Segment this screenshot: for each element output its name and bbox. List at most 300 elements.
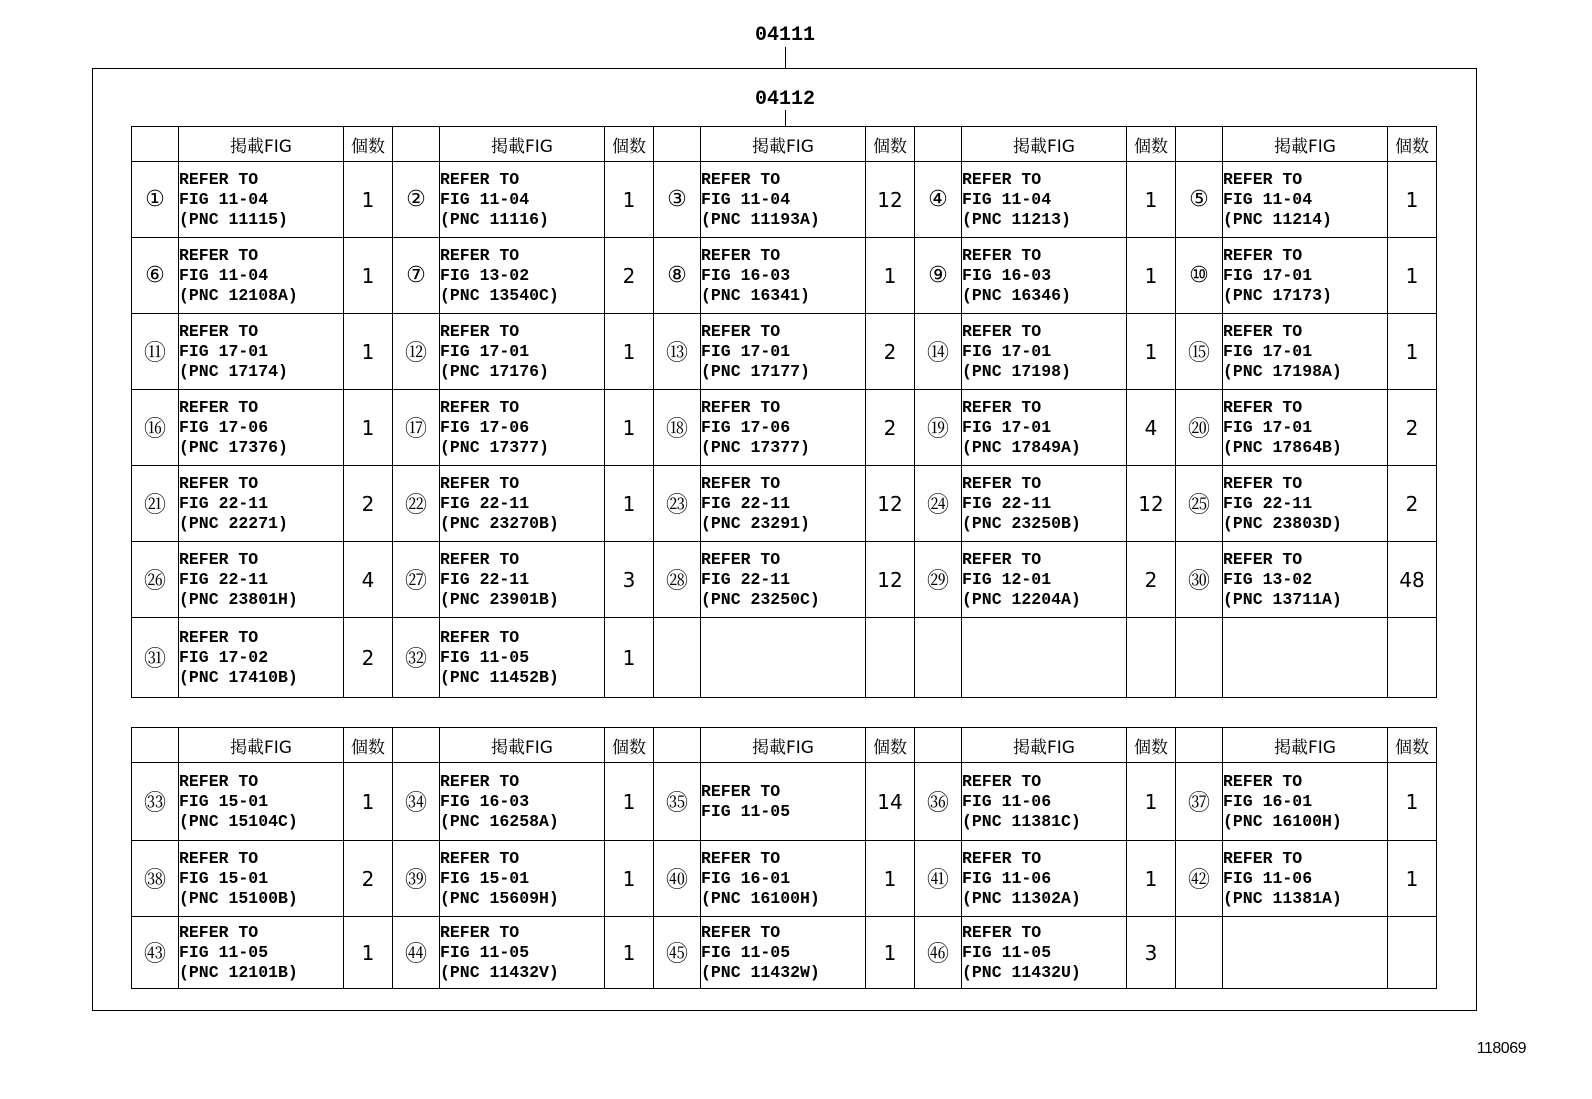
reference-line: FIG 17-01 (962, 417, 1052, 437)
header-qty-label: 個数 (1388, 728, 1437, 763)
callout-number: ① (132, 162, 179, 238)
header-number-cell (1176, 728, 1223, 763)
callout-number: ㊲ (1176, 763, 1223, 841)
quantity-cell: 1 (605, 841, 654, 917)
quantity-cell: 48 (1388, 542, 1437, 618)
quantity-cell: 1 (1388, 162, 1437, 238)
callout-number: ㉑ (132, 466, 179, 542)
reference-line: (PNC 17377) (440, 437, 549, 457)
reference-line: FIG 17-01 (1223, 265, 1313, 285)
reference-line: (PNC 23803D) (1223, 513, 1342, 533)
reference-cell (962, 390, 1127, 466)
quantity-cell: 1 (344, 763, 393, 841)
quantity-cell: 3 (605, 542, 654, 618)
reference-line: FIG 11-06 (1223, 868, 1313, 888)
reference-line: REFER TO (179, 771, 259, 791)
reference-cell (701, 314, 866, 390)
reference-line: FIG 17-06 (440, 417, 530, 437)
reference-line: FIG 12-01 (962, 569, 1052, 589)
quantity-cell: 1 (1388, 763, 1437, 841)
reference-line: (PNC 11214) (1223, 209, 1332, 229)
quantity-cell: 1 (344, 917, 393, 989)
header-fig-label: 掲載FIG (962, 728, 1127, 763)
callout-number: ㉛ (132, 618, 179, 698)
header-fig-label: 掲載FIG (179, 728, 344, 763)
reference-line: (PNC 17173) (1223, 285, 1332, 305)
reference-line: (PNC 12204A) (962, 589, 1081, 609)
reference-line: (PNC 17849A) (962, 437, 1081, 457)
reference-line: FIG 22-11 (1223, 493, 1313, 513)
callout-number: ㉕ (1176, 466, 1223, 542)
reference-line: (PNC 15609H) (440, 888, 559, 908)
reference-line: FIG 11-04 (440, 189, 530, 209)
reference-line: FIG 11-05 (701, 942, 791, 962)
table-header-row (132, 127, 1437, 162)
reference-line: FIG 17-01 (179, 341, 269, 361)
reference-cell (440, 763, 605, 841)
reference-line: (PNC 11381A) (1223, 888, 1342, 908)
reference-line: (PNC 11302A) (962, 888, 1081, 908)
quantity-cell: 1 (605, 466, 654, 542)
reference-cell (1223, 238, 1388, 314)
quantity-cell: 2 (605, 238, 654, 314)
table-row (132, 763, 1437, 841)
callout-number: ㊸ (132, 917, 179, 989)
reference-line: FIG 16-01 (701, 868, 791, 888)
header-qty-label: 個数 (866, 728, 915, 763)
header-qty-label: 個数 (1127, 127, 1176, 162)
callout-number: ③ (654, 162, 701, 238)
reference-line: REFER TO (701, 397, 781, 417)
header-qty-label: 個数 (866, 127, 915, 162)
quantity-cell (866, 618, 915, 698)
reference-cell (1223, 917, 1388, 989)
callout-number: ㊳ (132, 841, 179, 917)
quantity-cell (1388, 618, 1437, 698)
quantity-cell: 1 (605, 618, 654, 698)
reference-cell (1223, 314, 1388, 390)
callout-number: ⑯ (132, 390, 179, 466)
callout-number (1176, 618, 1223, 698)
reference-line: REFER TO (962, 321, 1042, 341)
reference-line: REFER TO (440, 627, 520, 647)
quantity-cell (1388, 917, 1437, 989)
callout-number: ⑲ (915, 390, 962, 466)
quantity-cell: 4 (344, 542, 393, 618)
reference-line: (PNC 23801H) (179, 589, 298, 609)
header-qty-label: 個数 (605, 127, 654, 162)
reference-line: FIG 17-01 (1223, 417, 1313, 437)
reference-line: FIG 17-01 (701, 341, 791, 361)
reference-line: FIG 17-06 (179, 417, 269, 437)
reference-line: (PNC 11115) (179, 209, 288, 229)
table-row (132, 917, 1437, 989)
reference-line: FIG 16-03 (701, 265, 791, 285)
quantity-cell: 4 (1127, 390, 1176, 466)
callout-number: ㊶ (915, 841, 962, 917)
reference-line: (PNC 16346) (962, 285, 1071, 305)
table-header-row (132, 728, 1437, 763)
reference-line: REFER TO (701, 781, 781, 801)
reference-line: (PNC 17198) (962, 361, 1071, 381)
quantity-cell: 2 (866, 390, 915, 466)
callout-number: ⑳ (1176, 390, 1223, 466)
reference-line: FIG 11-04 (179, 265, 269, 285)
header-number-cell (915, 728, 962, 763)
table-row (132, 162, 1437, 238)
reference-line: REFER TO (962, 473, 1042, 493)
quantity-cell: 1 (1388, 238, 1437, 314)
reference-line: (PNC 13540C) (440, 285, 559, 305)
reference-line: REFER TO (701, 549, 781, 569)
reference-cell (701, 763, 866, 841)
reference-line: REFER TO (179, 627, 259, 647)
reference-line: FIG 17-02 (179, 647, 269, 667)
reference-line: REFER TO (962, 848, 1042, 868)
reference-line: REFER TO (179, 321, 259, 341)
callout-number: ㉞ (393, 763, 440, 841)
reference-line: FIG 11-05 (440, 942, 530, 962)
header-qty-label: 個数 (344, 127, 393, 162)
reference-line: FIG 15-01 (440, 868, 530, 888)
callout-number: ⑭ (915, 314, 962, 390)
reference-line: (PNC 11432U) (962, 962, 1081, 982)
reference-line: REFER TO (962, 397, 1042, 417)
reference-line: REFER TO (440, 169, 520, 189)
reference-line: REFER TO (440, 397, 520, 417)
callout-number: ㊻ (915, 917, 962, 989)
reference-cell (1223, 390, 1388, 466)
callout-number: ㉒ (393, 466, 440, 542)
header-qty-label: 個数 (1127, 728, 1176, 763)
reference-cell (962, 542, 1127, 618)
reference-line: FIG 22-11 (440, 569, 530, 589)
reference-line: FIG 15-01 (179, 791, 269, 811)
quantity-cell: 12 (866, 542, 915, 618)
reference-table-lower (131, 727, 1437, 989)
reference-line: (PNC 11381C) (962, 811, 1081, 831)
reference-cell (962, 162, 1127, 238)
reference-line: (PNC 15100B) (179, 888, 298, 908)
quantity-cell: 1 (605, 162, 654, 238)
reference-line: REFER TO (179, 473, 259, 493)
header-fig-label: 掲載FIG (440, 127, 605, 162)
reference-cell (701, 618, 866, 698)
quantity-cell: 1 (344, 314, 393, 390)
quantity-cell: 2 (344, 466, 393, 542)
reference-cell (179, 238, 344, 314)
reference-line: (PNC 17174) (179, 361, 288, 381)
reference-cell (962, 763, 1127, 841)
reference-line: REFER TO (179, 549, 259, 569)
quantity-cell: 1 (1388, 841, 1437, 917)
reference-line: FIG 11-05 (701, 801, 791, 821)
callout-number: ㉝ (132, 763, 179, 841)
reference-line: REFER TO (440, 922, 520, 942)
header-fig-label: 掲載FIG (440, 728, 605, 763)
reference-line: (PNC 16100H) (1223, 811, 1342, 831)
reference-cell (962, 618, 1127, 698)
header-number-cell (1176, 127, 1223, 162)
quantity-cell: 1 (1388, 314, 1437, 390)
reference-line: REFER TO (701, 245, 781, 265)
quantity-cell: 1 (866, 917, 915, 989)
quantity-cell: 14 (866, 763, 915, 841)
reference-line: FIG 13-02 (440, 265, 530, 285)
reference-line: REFER TO (701, 169, 781, 189)
reference-line: REFER TO (1223, 245, 1303, 265)
header-number-cell (654, 127, 701, 162)
callout-number: ⑥ (132, 238, 179, 314)
quantity-cell: 1 (1127, 162, 1176, 238)
reference-line: (PNC 17864B) (1223, 437, 1342, 457)
callout-number: ㊵ (654, 841, 701, 917)
reference-cell (701, 390, 866, 466)
callout-number: ㊺ (654, 917, 701, 989)
reference-line: (PNC 17177) (701, 361, 810, 381)
reference-cell (179, 841, 344, 917)
reference-cell (440, 466, 605, 542)
reference-cell (440, 917, 605, 989)
callout-number: ㉚ (1176, 542, 1223, 618)
reference-cell (179, 162, 344, 238)
reference-cell (962, 917, 1127, 989)
reference-line: FIG 22-11 (701, 569, 791, 589)
reference-cell (440, 390, 605, 466)
callout-number: ㉟ (654, 763, 701, 841)
reference-cell (962, 466, 1127, 542)
table-row (132, 466, 1437, 542)
callout-number: ㉗ (393, 542, 440, 618)
table-row (132, 542, 1437, 618)
callout-number: ㉙ (915, 542, 962, 618)
leader-line-inner (785, 110, 786, 126)
callout-number: ㉔ (915, 466, 962, 542)
table-row (132, 390, 1437, 466)
reference-line: (PNC 11213) (962, 209, 1071, 229)
reference-line: FIG 17-01 (440, 341, 530, 361)
reference-line: REFER TO (962, 169, 1042, 189)
reference-line: FIG 17-06 (701, 417, 791, 437)
reference-line: FIG 11-05 (962, 942, 1052, 962)
reference-cell (1223, 618, 1388, 698)
reference-line: FIG 22-11 (701, 493, 791, 513)
reference-line: (PNC 12108A) (179, 285, 298, 305)
reference-line: REFER TO (701, 321, 781, 341)
callout-number: ㉘ (654, 542, 701, 618)
quantity-cell: 12 (1127, 466, 1176, 542)
reference-line: FIG 11-05 (179, 942, 269, 962)
callout-number: ㊱ (915, 763, 962, 841)
reference-cell (440, 542, 605, 618)
header-qty-label: 個数 (1388, 127, 1437, 162)
reference-cell (440, 238, 605, 314)
reference-line: FIG 11-06 (962, 868, 1052, 888)
reference-cell (701, 162, 866, 238)
header-fig-label: 掲載FIG (701, 127, 866, 162)
callout-number: ㊴ (393, 841, 440, 917)
reference-line: REFER TO (1223, 397, 1303, 417)
reference-line: (PNC 11116) (440, 209, 549, 229)
reference-cell (179, 763, 344, 841)
reference-line: (PNC 23270B) (440, 513, 559, 533)
reference-line: FIG 22-11 (962, 493, 1052, 513)
callout-number: ④ (915, 162, 962, 238)
reference-line: REFER TO (1223, 848, 1303, 868)
reference-cell (701, 917, 866, 989)
reference-line: FIG 11-04 (962, 189, 1052, 209)
reference-cell (179, 390, 344, 466)
reference-cell (179, 618, 344, 698)
reference-line: REFER TO (1223, 321, 1303, 341)
quantity-cell: 1 (344, 390, 393, 466)
header-fig-label: 掲載FIG (1223, 127, 1388, 162)
reference-line: REFER TO (962, 771, 1042, 791)
reference-line: REFER TO (440, 473, 520, 493)
callout-number: ⑧ (654, 238, 701, 314)
reference-line: REFER TO (440, 848, 520, 868)
reference-line: (PNC 16100H) (701, 888, 820, 908)
callout-number: ㉖ (132, 542, 179, 618)
reference-cell (179, 917, 344, 989)
quantity-cell (1127, 618, 1176, 698)
quantity-cell: 1 (605, 917, 654, 989)
quantity-cell: 12 (866, 162, 915, 238)
callout-number: ⑬ (654, 314, 701, 390)
reference-cell (179, 542, 344, 618)
reference-line: (PNC 23250B) (962, 513, 1081, 533)
callout-number: ② (393, 162, 440, 238)
reference-line: REFER TO (1223, 771, 1303, 791)
reference-cell (1223, 466, 1388, 542)
reference-line: (PNC 22271) (179, 513, 288, 533)
quantity-cell: 1 (1127, 238, 1176, 314)
reference-line: FIG 11-04 (1223, 189, 1313, 209)
header-fig-label: 掲載FIG (179, 127, 344, 162)
reference-cell (1223, 542, 1388, 618)
quantity-cell: 1 (605, 314, 654, 390)
reference-line: REFER TO (701, 473, 781, 493)
header-number-cell (132, 728, 179, 763)
quantity-cell: 1 (1127, 314, 1176, 390)
reference-line: FIG 13-02 (1223, 569, 1313, 589)
reference-line: REFER TO (701, 848, 781, 868)
quantity-cell: 1 (605, 390, 654, 466)
reference-line: REFER TO (962, 245, 1042, 265)
reference-cell (1223, 162, 1388, 238)
reference-line: FIG 15-01 (179, 868, 269, 888)
reference-line: REFER TO (179, 169, 259, 189)
reference-line: FIG 16-01 (1223, 791, 1313, 811)
reference-cell (179, 466, 344, 542)
quantity-cell: 3 (1127, 917, 1176, 989)
reference-line: FIG 17-01 (1223, 341, 1313, 361)
reference-cell (701, 542, 866, 618)
reference-cell (179, 314, 344, 390)
reference-line: REFER TO (1223, 549, 1303, 569)
callout-number: ㉜ (393, 618, 440, 698)
quantity-cell: 2 (1388, 390, 1437, 466)
reference-line: (PNC 11452B) (440, 667, 559, 687)
reference-line: REFER TO (701, 922, 781, 942)
reference-line: (PNC 16258A) (440, 811, 559, 831)
reference-line: FIG 11-04 (179, 189, 269, 209)
reference-line: FIG 22-11 (179, 493, 269, 513)
reference-line: FIG 11-04 (701, 189, 791, 209)
callout-number: ⑱ (654, 390, 701, 466)
reference-cell (962, 238, 1127, 314)
reference-cell (440, 162, 605, 238)
reference-cell (440, 618, 605, 698)
reference-cell (701, 238, 866, 314)
header-qty-label: 個数 (344, 728, 393, 763)
callout-number: ㊹ (393, 917, 440, 989)
reference-line: (PNC 15104C) (179, 811, 298, 831)
header-qty-label: 個数 (605, 728, 654, 763)
quantity-cell: 1 (605, 763, 654, 841)
reference-line: REFER TO (179, 397, 259, 417)
reference-line: (PNC 23291) (701, 513, 810, 533)
quantity-cell: 12 (866, 466, 915, 542)
reference-cell (1223, 763, 1388, 841)
callout-number: ⑤ (1176, 162, 1223, 238)
reference-line: FIG 11-06 (962, 791, 1052, 811)
callout-number (1176, 917, 1223, 989)
header-number-cell (915, 127, 962, 162)
reference-line: (PNC 16341) (701, 285, 810, 305)
reference-line: (PNC 11432W) (701, 962, 820, 982)
assembly-code-outer: 04111 (754, 24, 815, 47)
header-number-cell (393, 127, 440, 162)
header-fig-label: 掲載FIG (962, 127, 1127, 162)
reference-cell (440, 314, 605, 390)
reference-line: FIG 17-01 (962, 341, 1052, 361)
reference-cell (701, 841, 866, 917)
reference-cell (962, 841, 1127, 917)
quantity-cell: 1 (344, 162, 393, 238)
figure-number: 118069 (1476, 1040, 1526, 1057)
reference-line: REFER TO (179, 245, 259, 265)
callout-number: ⑰ (393, 390, 440, 466)
quantity-cell: 1 (344, 238, 393, 314)
reference-line: REFER TO (440, 245, 520, 265)
callout-number: ㉓ (654, 466, 701, 542)
reference-line: REFER TO (1223, 473, 1303, 493)
reference-cell (440, 841, 605, 917)
reference-line: REFER TO (962, 549, 1042, 569)
header-number-cell (654, 728, 701, 763)
quantity-cell: 1 (866, 841, 915, 917)
quantity-cell: 1 (866, 238, 915, 314)
reference-line: REFER TO (440, 321, 520, 341)
assembly-code-inner: 04112 (754, 88, 815, 111)
reference-line: (PNC 11432V) (440, 962, 559, 982)
reference-line: FIG 16-03 (962, 265, 1052, 285)
reference-line: REFER TO (440, 771, 520, 791)
reference-table-upper (131, 126, 1437, 698)
reference-line: FIG 22-11 (440, 493, 530, 513)
reference-line: FIG 11-05 (440, 647, 530, 667)
reference-line: REFER TO (179, 848, 259, 868)
reference-line: (PNC 23901B) (440, 589, 559, 609)
reference-line: (PNC 23250C) (701, 589, 820, 609)
quantity-cell: 2 (344, 841, 393, 917)
callout-number: ㊷ (1176, 841, 1223, 917)
header-number-cell (393, 728, 440, 763)
callout-number: ⑮ (1176, 314, 1223, 390)
callout-number: ⑪ (132, 314, 179, 390)
reference-line: REFER TO (962, 922, 1042, 942)
